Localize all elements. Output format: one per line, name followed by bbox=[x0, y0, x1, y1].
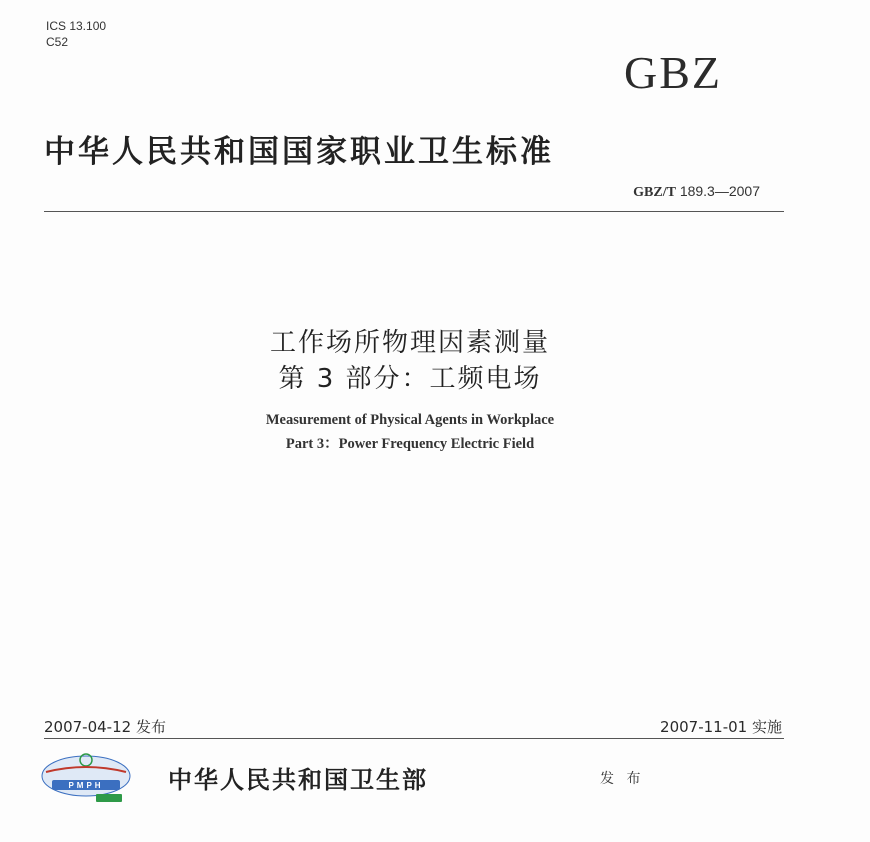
standard-category-title: 中华人民共和国国家职业卫生标准 bbox=[44, 134, 554, 170]
chinese-title-line-1: 工作场所物理因素测量 bbox=[269, 328, 550, 358]
ccs-code: C52 bbox=[46, 35, 69, 49]
standard-number-prefix: GBZ/T bbox=[633, 185, 676, 200]
chinese-title-line-2: 第 3 部分：工频电场 bbox=[278, 364, 542, 394]
bottom-divider bbox=[44, 738, 784, 739]
ics-code: ICS 13.100 bbox=[46, 19, 107, 33]
publisher-name: 中华人民共和国卫生部 bbox=[168, 766, 428, 794]
ics-classification bbox=[46, 18, 106, 50]
standard-number bbox=[633, 183, 760, 201]
publish-label: 发 布 bbox=[600, 771, 645, 787]
top-divider bbox=[44, 211, 784, 212]
svg-text:PMPH: PMPH bbox=[68, 781, 104, 790]
implementation-date: 2007-11-01 实施 bbox=[660, 718, 782, 736]
publisher-logo-icon bbox=[38, 750, 134, 806]
gbz-mark: GBZ bbox=[624, 47, 722, 98]
english-title-line-2: Part 3：Power Frequency Electric Field bbox=[285, 436, 535, 452]
issue-date: 2007-04-12 发布 bbox=[44, 718, 166, 736]
standard-number-value: 189.3—2007 bbox=[679, 183, 760, 199]
english-title-line-1: Measurement of Physical Agents in Workplace bbox=[265, 412, 555, 428]
